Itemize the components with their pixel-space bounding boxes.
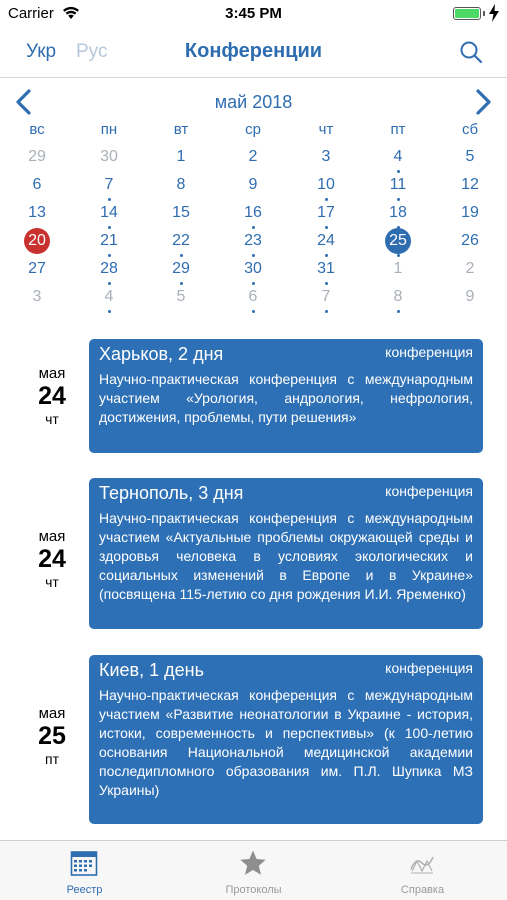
event-row[interactable]: [0, 478, 507, 629]
calendar-day-number: 31: [317, 260, 335, 277]
calendar-day[interactable]: [17, 200, 57, 228]
event-city: Тернополь, 3 дня: [99, 483, 244, 503]
event-date-day: 25: [38, 722, 66, 750]
calendar-day[interactable]: [306, 144, 346, 172]
calendar-day-number: 3: [32, 288, 42, 305]
calendar-day-number: 17: [317, 204, 335, 221]
carrier-label: Carrier: [8, 5, 54, 22]
event-date-weekday: пт: [45, 751, 59, 767]
calendar-day-number: 25: [385, 228, 411, 254]
calendar-day-number: 24: [317, 232, 335, 249]
event-date-month: мая: [38, 528, 66, 545]
calendar-day-number: 8: [176, 176, 186, 193]
calendar-day[interactable]: [161, 200, 201, 228]
calendar-day[interactable]: [233, 284, 273, 312]
calendar-day[interactable]: [161, 228, 201, 256]
tab-bar: [0, 840, 507, 900]
calendar-month-label: май 2018: [214, 92, 293, 112]
weekday-label: сб: [461, 121, 479, 138]
event-card[interactable]: [89, 478, 483, 629]
calendar-day[interactable]: [233, 228, 273, 256]
calendar-day[interactable]: [450, 200, 490, 228]
calendar-day-number: 5: [465, 148, 475, 165]
calendar-day-number: 11: [389, 176, 407, 193]
calendar-day-number: 21: [100, 232, 118, 249]
calendar-day-number: 3: [321, 148, 331, 165]
calendar-day-number: 19: [461, 204, 479, 221]
calendar-grid: [0, 144, 507, 314]
calendar-day-number: 29: [172, 260, 190, 277]
event-date: [22, 365, 82, 427]
calendar-day[interactable]: [306, 172, 346, 200]
battery-tip: [483, 11, 485, 16]
calendar-day[interactable]: [89, 228, 129, 256]
weekday-label: ср: [245, 121, 261, 138]
calendar-day-number: 26: [461, 232, 479, 249]
calendar-header: [0, 84, 507, 118]
tab-label: Протоколы: [225, 884, 282, 896]
calendar-day[interactable]: [306, 228, 346, 256]
calendar-day[interactable]: [378, 172, 418, 200]
calendar-day-number: 30: [244, 260, 262, 277]
calendar-day-number: 14: [100, 204, 118, 221]
search-icon[interactable]: [459, 40, 483, 64]
mca-logo-icon: [408, 849, 436, 877]
tab-label: Реестр: [66, 884, 103, 896]
clock: 3:45 PM: [225, 5, 282, 22]
event-indicator-dot: [397, 310, 400, 313]
tab-protocols[interactable]: [169, 841, 338, 900]
weekday-label: пн: [100, 121, 118, 138]
event-date: [22, 705, 82, 767]
event-description: Научно-практическая конференция с международным участием «Актуальные проблемы окружающей среды и здоровья человека в условиях экологических и социальных изменений в Европе и в Украине» (посвящена 115-летию со дня рождения И.И. Яременко): [99, 510, 473, 602]
calendar-day[interactable]: [17, 284, 57, 312]
calendar-day-selected[interactable]: [378, 228, 418, 256]
calendar-day-number: 4: [393, 148, 403, 165]
calendar-day[interactable]: [450, 256, 490, 284]
language-rus-button[interactable]: Рус: [76, 41, 108, 62]
calendar-day-number: 18: [389, 204, 407, 221]
calendar-day-number: 9: [248, 176, 258, 193]
calendar-day-number: 4: [104, 288, 114, 305]
event-date-day: 24: [38, 382, 66, 410]
calendar-day[interactable]: [17, 256, 57, 284]
navigation-bar: [0, 28, 507, 78]
event-indicator-dot: [325, 310, 328, 313]
calendar-day[interactable]: [89, 284, 129, 312]
calendar-day-number: 10: [317, 176, 335, 193]
calendar-day-number: 6: [32, 176, 42, 193]
calendar-day[interactable]: [450, 144, 490, 172]
calendar-day[interactable]: [378, 144, 418, 172]
event-card[interactable]: [89, 339, 483, 453]
charging-bolt-icon: [488, 4, 500, 22]
calendar-day-number: 15: [172, 204, 190, 221]
event-date-month: мая: [38, 365, 66, 382]
event-type-badge: конференция: [385, 344, 473, 360]
weekday-label: вт: [173, 121, 189, 138]
calendar-day-number: 30: [100, 148, 118, 165]
calendar-day[interactable]: [306, 200, 346, 228]
calendar-day-number: 7: [104, 176, 114, 193]
event-row[interactable]: [0, 655, 507, 824]
calendar-day[interactable]: [89, 200, 129, 228]
calendar-day-number: 8: [393, 288, 403, 305]
tab-registry[interactable]: [0, 841, 169, 900]
weekday-label: пт: [390, 121, 406, 138]
event-list[interactable]: [0, 335, 507, 840]
calendar-day[interactable]: [233, 172, 273, 200]
calendar-day[interactable]: [378, 200, 418, 228]
calendar-day[interactable]: [233, 200, 273, 228]
event-indicator-dot: [108, 310, 111, 313]
calendar-day[interactable]: [306, 256, 346, 284]
chevron-right-icon[interactable]: [471, 88, 495, 116]
event-city: Харьков, 2 дня: [99, 344, 224, 364]
calendar-day[interactable]: [450, 284, 490, 312]
calendar-day[interactable]: [17, 144, 57, 172]
event-row[interactable]: [0, 339, 507, 453]
calendar-day-number: 6: [248, 288, 258, 305]
calendar-day-number: 20: [24, 228, 50, 254]
event-description: Научно-практическая конференция с международным участием «Урология, андрология, нефрология, достижения, проблемы, пути решения»: [99, 371, 473, 425]
event-city: Киев, 1 день: [99, 660, 204, 680]
calendar-day-number: 1: [393, 260, 403, 277]
event-date: [22, 528, 82, 590]
event-indicator-dot: [252, 310, 255, 313]
calendar-day[interactable]: [89, 256, 129, 284]
event-date-weekday: чт: [45, 574, 59, 590]
page-title: Конференции: [184, 40, 323, 62]
calendar-day[interactable]: [89, 144, 129, 172]
event-date-weekday: чт: [45, 411, 59, 427]
calendar-day-number: 16: [244, 204, 262, 221]
calendar-day-number: 1: [176, 148, 186, 165]
calendar-day[interactable]: [161, 256, 201, 284]
event-description: Научно-практическая конференция с международным участием «Развитие неонатологии в Украине - история, истоки, современность и перспективы» (к 100-летию основания Национальной медицинской академии последипломного образования им. П.Л. Шупика МЗ Украины): [99, 687, 473, 798]
weekday-label: вс: [29, 121, 45, 138]
calendar-day-today[interactable]: [17, 228, 57, 256]
calendar-day-number: 2: [248, 148, 258, 165]
event-date-month: мая: [38, 705, 66, 722]
calendar-day-number: 28: [100, 260, 118, 277]
battery-icon: [453, 7, 481, 20]
event-type-badge: конференция: [385, 483, 473, 499]
calendar-day[interactable]: [89, 172, 129, 200]
calendar-day-number: 7: [321, 288, 331, 305]
calendar-day[interactable]: [306, 284, 346, 312]
calendar-day-number: 27: [28, 260, 46, 277]
calendar-day-number: 2: [465, 260, 475, 277]
calendar-icon: [70, 849, 98, 877]
calendar-day[interactable]: [233, 144, 273, 172]
star-icon: [239, 849, 267, 877]
calendar-day[interactable]: [378, 256, 418, 284]
calendar-day[interactable]: [233, 256, 273, 284]
event-card[interactable]: [89, 655, 483, 824]
weekday-label: чт: [318, 121, 334, 138]
calendar-weekday-row: [0, 121, 507, 141]
calendar-day[interactable]: [450, 228, 490, 256]
tab-label: Справка: [400, 884, 445, 896]
calendar-day[interactable]: [161, 284, 201, 312]
tab-help[interactable]: [338, 841, 507, 900]
calendar-day-number: 5: [176, 288, 186, 305]
calendar-day-number: 29: [28, 148, 46, 165]
calendar-day-number: 23: [244, 232, 262, 249]
status-bar: [0, 0, 507, 28]
language-ukr-button[interactable]: Укр: [26, 41, 57, 62]
calendar-day[interactable]: [17, 172, 57, 200]
calendar-day[interactable]: [450, 172, 490, 200]
event-date-day: 24: [38, 545, 66, 573]
calendar-day-number: 12: [461, 176, 479, 193]
calendar-day[interactable]: [161, 144, 201, 172]
calendar-day[interactable]: [378, 284, 418, 312]
calendar-day-number: 9: [465, 288, 475, 305]
calendar-day-number: 22: [172, 232, 190, 249]
calendar-day[interactable]: [161, 172, 201, 200]
calendar-day-number: 13: [28, 204, 46, 221]
event-type-badge: конференция: [385, 660, 473, 676]
